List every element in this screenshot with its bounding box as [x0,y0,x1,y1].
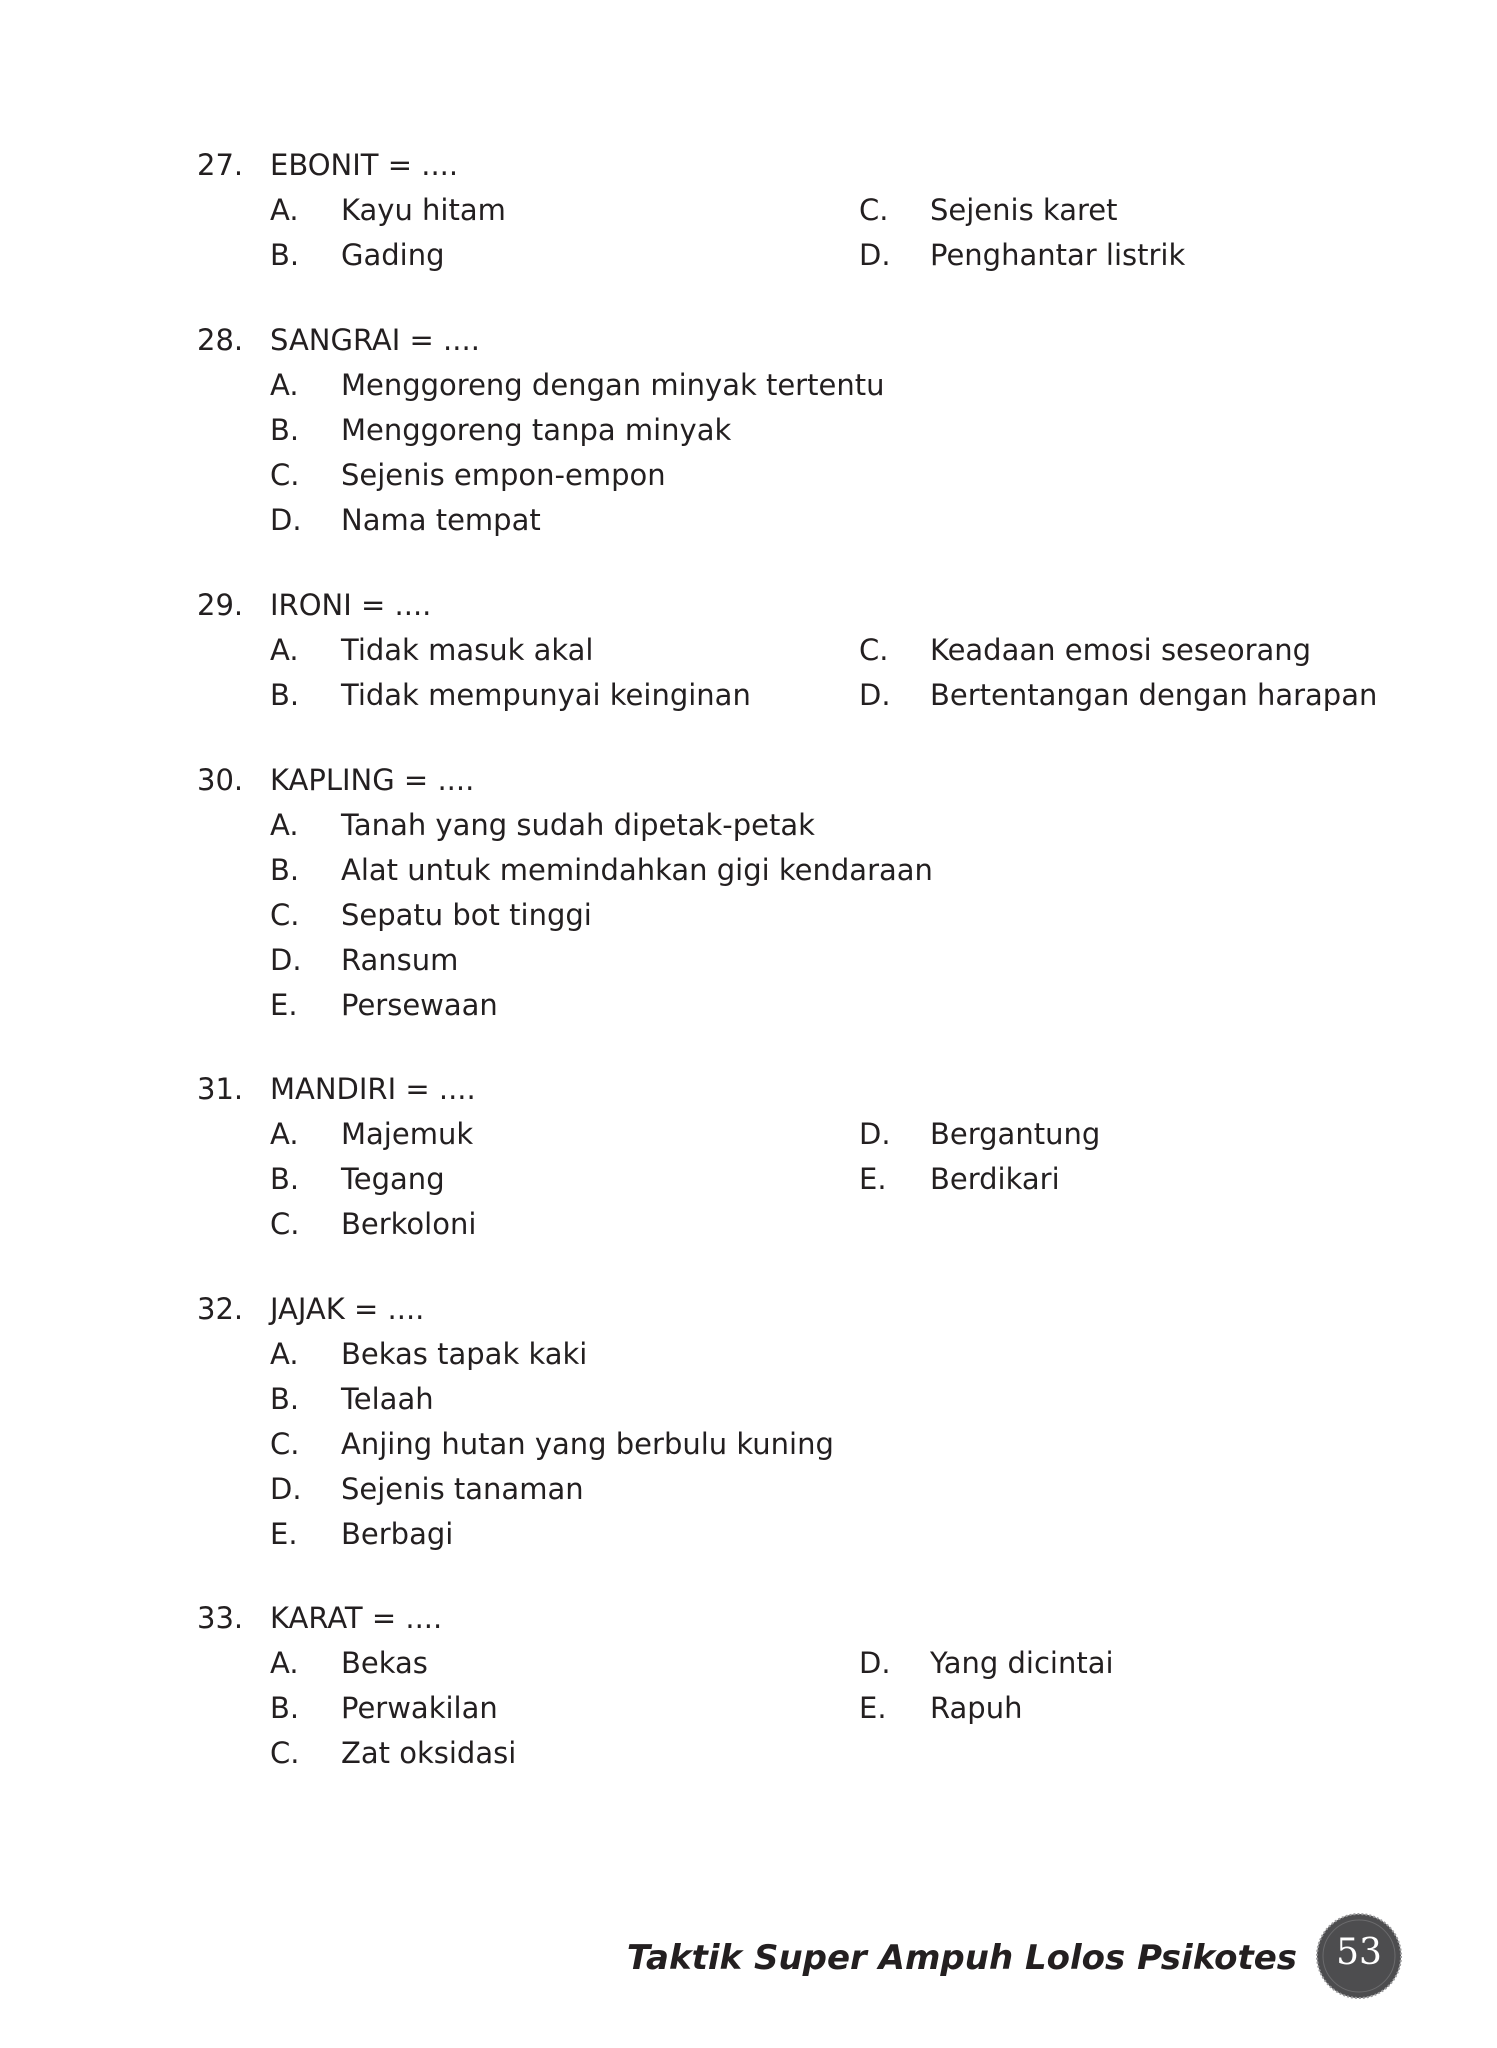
option-text: Berbagi [341,1517,454,1551]
question-number: 27. [197,148,244,182]
option-letter: B. [270,1691,300,1725]
option-text: Sejenis tanaman [341,1472,584,1506]
question-30 [197,758,1397,1033]
option-text: Tegang [341,1162,445,1196]
question-number: 31. [197,1072,244,1106]
option-text: Persewaan [341,988,498,1022]
option-text: Kayu hitam [341,193,506,227]
question-stem: KAPLING = .... [270,763,475,797]
option-letter: A. [270,633,299,667]
option-text: Sejenis karet [930,193,1118,227]
question-number: 28. [197,323,244,357]
option-letter: A. [270,1646,299,1680]
option-text: Bekas [341,1646,428,1680]
option-letter: B. [270,1382,300,1416]
option-text: Alat untuk memindahkan gigi kendaraan [341,853,933,887]
option-text: Sepatu bot tinggi [341,898,592,932]
option-letter: C. [270,898,300,932]
option-text: Tidak masuk akal [341,633,594,667]
option-letter: A. [270,1337,299,1371]
page-number-badge [1316,1913,1402,1999]
option-letter: A. [270,1117,299,1151]
option-text: Berdikari [930,1162,1060,1196]
option-letter: A. [270,193,299,227]
option-text: Anjing hutan yang berbulu kuning [341,1427,834,1461]
option-text: Menggoreng tanpa minyak [341,413,732,447]
question-stem: IRONI = .... [270,588,432,622]
question-number: 29. [197,588,244,622]
option-letter: A. [270,368,299,402]
option-text: Bergantung [930,1117,1101,1151]
option-letter: D. [270,503,302,537]
option-letter: D. [859,1117,891,1151]
option-letter: B. [270,1162,300,1196]
option-text: Zat oksidasi [341,1736,517,1770]
option-letter: B. [270,413,300,447]
question-29 [197,583,1397,723]
option-letter: E. [859,1162,887,1196]
option-letter: B. [270,678,300,712]
option-letter: D. [859,678,891,712]
option-text: Penghantar listrik [930,238,1186,272]
option-letter: D. [859,1646,891,1680]
question-27 [197,143,1397,283]
option-letter: D. [270,943,302,977]
question-number: 32. [197,1292,244,1326]
book-title-footer: Taktik Super Ampuh Lolos Psikotes [626,1938,1297,1978]
option-text: Nama tempat [341,503,541,537]
option-letter: C. [859,193,889,227]
option-letter: E. [859,1691,887,1725]
option-text: Tidak mempunyai keinginan [341,678,751,712]
option-letter: B. [270,853,300,887]
option-text: Gading [341,238,445,272]
option-letter: C. [270,1427,300,1461]
option-letter: A. [270,808,299,842]
question-stem: JAJAK = .... [270,1292,425,1326]
question-32 [197,1287,1397,1562]
option-letter: D. [859,238,891,272]
option-text: Telaah [341,1382,434,1416]
option-text: Perwakilan [341,1691,498,1725]
question-number: 30. [197,763,244,797]
option-text: Ransum [341,943,459,977]
page-number: 53 [1336,1932,1382,1973]
option-letter: C. [270,1736,300,1770]
option-letter: E. [270,1517,298,1551]
option-text: Tanah yang sudah dipetak-petak [341,808,815,842]
question-stem: KARAT = .... [270,1601,443,1635]
option-letter: D. [270,1472,302,1506]
option-letter: C. [270,1207,300,1241]
option-letter: E. [270,988,298,1022]
option-text: Yang dicintai [930,1646,1114,1680]
question-33 [197,1596,1397,1781]
option-text: Menggoreng dengan minyak tertentu [341,368,885,402]
option-text: Majemuk [341,1117,474,1151]
option-text: Rapuh [930,1691,1023,1725]
option-text: Bertentangan dengan harapan [930,678,1378,712]
option-letter: C. [859,633,889,667]
question-28 [197,318,1397,548]
question-stem: EBONIT = .... [270,148,459,182]
option-text: Bekas tapak kaki [341,1337,588,1371]
option-text: Berkoloni [341,1207,477,1241]
option-letter: C. [270,458,300,492]
question-stem: MANDIRI = .... [270,1072,476,1106]
question-number: 33. [197,1601,244,1635]
option-letter: B. [270,238,300,272]
option-text: Keadaan emosi seseorang [930,633,1312,667]
question-stem: SANGRAI = .... [270,323,480,357]
question-31 [197,1067,1397,1252]
option-text: Sejenis empon-empon [341,458,666,492]
